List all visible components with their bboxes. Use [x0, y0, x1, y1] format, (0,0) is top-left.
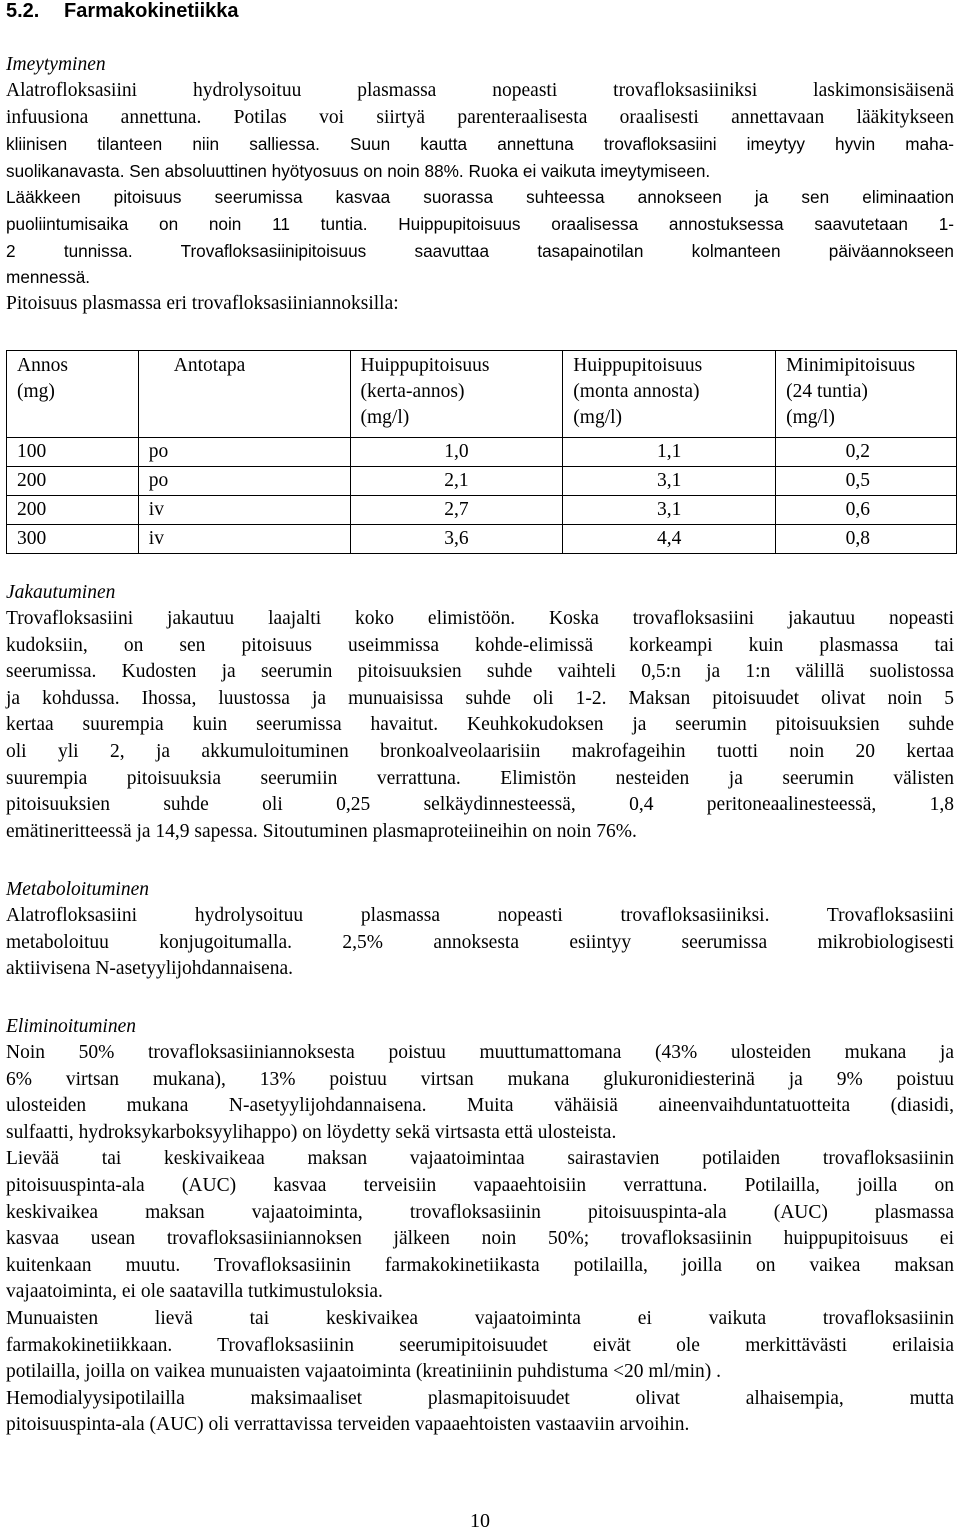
paragraph-line: oli yli 2, ja akkumuloituminen bronkoalveolaarisiin makrofageihin tuotti noin 20 kertaa: [6, 740, 954, 762]
jakautuminen-section: [6, 580, 954, 845]
paragraph-line: potilailla, joilla on vaikea munuaisten vajaatoiminta (kreatiniinin puhdistuma <20 ml/min) .: [6, 1361, 722, 1383]
subheading-imeytyminen: Imeytyminen: [6, 54, 106, 75]
paragraph-line: Alatrofloksasiini hydrolysoituu plasmassa nopeasti trovafloksasiiniksi. Trovafloksasiini: [6, 905, 954, 926]
table-row: [7, 467, 957, 496]
paragraph-line: Noin 50% trovafloksasiiniannoksesta poistuu muuttumattomana (43% ulosteiden mukana ja: [6, 1042, 954, 1063]
paragraph-line: Hemodialyysipotilailla maksimaaliset plasmapitoisuudet olivat alhaisempia, mutta: [6, 1387, 954, 1409]
paragraph-line: aktiivisena N-asetyylijohdannaisena.: [6, 958, 293, 980]
paragraph-line: infuusiona annettuna. Potilas voi siirtyä parenteraalisesta oraalisesti annettavaan lääkitykseen: [6, 106, 954, 128]
paragraph-line: emätineritteessä ja 14,9 sapessa. Sitoutuminen plasmaproteiineihin on noin 76%.: [6, 820, 637, 842]
cell-antotapa: po: [138, 438, 350, 467]
cell-annos: 300: [7, 525, 139, 554]
paragraph-line: suolikanavasta. Sen absoluuttinen hyötyosuus on noin 88%. Ruoka ei vaikuta imeytymiseen.: [6, 160, 711, 181]
cell-annos: 100: [7, 438, 139, 467]
paragraph-line: kudoksiin, on sen pitoisuus useimmissa kohde-elimissä korkeampi kuin plasmassa tai: [6, 634, 954, 656]
table-row: [7, 438, 957, 467]
column-header-minimi: Minimipitoisuus (24 tuntia) (mg/l): [776, 351, 957, 438]
imeytyminen-section: [6, 52, 954, 317]
cell-huippu-kerta: 1,0: [350, 438, 563, 467]
paragraph-line: vajaatoiminta, ei ole saatavilla tutkimustuloksia.: [6, 1281, 383, 1303]
paragraph-line: 6% virtsan mukana), 13% poistuu virtsan mukana glukuronidiesterinä ja 9% poistuu: [6, 1068, 954, 1090]
table-row: [7, 496, 957, 525]
metaboloituminen-section: [6, 877, 954, 983]
paragraph-line: Alatrofloksasiini hydrolysoituu plasmassa nopeasti trovafloksasiiniksi laskimonsisäisenä: [6, 80, 954, 101]
subheading-eliminoituminen: Eliminoituminen: [6, 1016, 136, 1037]
cell-minimi: 0,6: [776, 496, 957, 525]
cell-antotapa: iv: [138, 496, 350, 525]
paragraph-line: ulosteiden mukana N-asetyylijohdannaisena. Muita vähäisiä aineenvaihduntatuotteita (diasidi,: [6, 1095, 954, 1117]
cell-minimi: 0,2: [776, 438, 957, 467]
table-intro: Pitoisuus plasmassa eri trovafloksasiiniannoksilla:: [6, 292, 399, 314]
paragraph-line: kuitenkaan muutu. Trovafloksasiinin farmakokinetiikasta potilailla, joilla on vaikea maksan: [6, 1254, 954, 1276]
table-header-row: [7, 351, 957, 438]
subheading-jakautuminen: Jakautuminen: [6, 582, 116, 603]
cell-annos: 200: [7, 467, 139, 496]
paragraph-line: suurempia pitoisuuksia seerumiin verrattuna. Elimistön nesteiden ja seerumin välisten: [6, 767, 954, 789]
subheading-metaboloituminen: Metaboloituminen: [6, 879, 149, 900]
cell-minimi: 0,8: [776, 525, 957, 554]
paragraph-line: sulfaatti, hydroksykarboksyylihappo) on löydetty sekä virtsasta että ulosteista.: [6, 1121, 617, 1143]
paragraph-line: kliinisen tilanteen niin salliessa. Suun kautta annettuna trovafloksasiini imeytyy hyvin maha-: [6, 134, 954, 155]
cell-huippu-kerta: 2,1: [350, 467, 563, 496]
paragraph-line: 2 tunnissa. Trovafloksasiinipitoisuus saavuttaa tasapainotilan kolmanteen päiväannokseen: [6, 240, 954, 261]
paragraph-line: kasvaa usean trovafloksasiiniannoksen jälkeen noin 50%; trovafloksasiinin huippupitoisuus ei: [6, 1228, 954, 1250]
paragraph-line: seerumissa. Kudosten ja seerumin pitoisuuksien suhde vaihteli 0,5:n ja 1:n välillä suolistossa: [6, 661, 954, 683]
paragraph-line: farmakokinetiikkaan. Trovafloksasiinin seerumipitoisuudet eivät ole merkittävästi erilaisia: [6, 1334, 954, 1356]
cell-minimi: 0,5: [776, 467, 957, 496]
cell-antotapa: iv: [138, 525, 350, 554]
cell-huippu-monta: 3,1: [563, 496, 776, 525]
paragraph-line: ja kohdussa. Ihossa, luustossa ja munuaisissa suhde oli 1-2. Maksan pitoisuudet olivat noin 5: [6, 687, 954, 709]
section-title: Farmakokinetiikka: [64, 0, 239, 22]
paragraph-line: puoliintumisaika on noin 11 tuntia. Huippupitoisuus oraalisessa annostuksessa saavutetaan 1-: [6, 213, 954, 234]
column-header-huippu-kerta: Huippupitoisuus (kerta-annos) (mg/l): [350, 351, 563, 438]
column-header-annos: Annos (mg): [7, 351, 139, 438]
paragraph-line: kertaa suurempia kuin seerumissa havaitut. Keuhkokudoksen ja seerumin pitoisuuksien suhde: [6, 714, 954, 736]
plasma-concentration-table: [6, 350, 957, 554]
paragraph-line: mennessä.: [6, 267, 91, 288]
paragraph-line: Trovafloksasiini jakautuu laajalti koko elimistöön. Koska trovafloksasiini jakautuu nopeasti: [6, 608, 954, 629]
cell-huippu-monta: 4,4: [563, 525, 776, 554]
paragraph-line: Lääkkeen pitoisuus seerumissa kasvaa suorassa suhteessa annokseen ja sen eliminaation: [6, 187, 954, 208]
eliminoituminen-section: [6, 1014, 954, 1439]
column-header-antotapa: Antotapa: [138, 351, 350, 438]
paragraph-line: Munuaisten lievä tai keskivaikea vajaatoiminta ei vaikuta trovafloksasiinin: [6, 1307, 954, 1329]
section-number: 5.2.: [6, 0, 40, 22]
paragraph-line: pitoisuuspinta-ala (AUC) kasvaa terveisiin vapaaehtoisiin verrattuna. Potilailla, joilla on: [6, 1174, 954, 1196]
cell-antotapa: po: [138, 467, 350, 496]
cell-huippu-kerta: 3,6: [350, 525, 563, 554]
paragraph-line: pitoisuuksien suhde oli 0,25 selkäydinnesteessä, 0,4 peritoneaalinesteessä, 1,8: [6, 794, 954, 816]
column-header-huippu-monta: Huippupitoisuus (monta annosta) (mg/l): [563, 351, 776, 438]
section-heading: [6, 0, 239, 23]
cell-huippu-monta: 3,1: [563, 467, 776, 496]
paragraph-line: keskivaikea maksan vajaatoiminta, trovafloksasiinin pitoisuuspinta-ala (AUC) plasmassa: [6, 1201, 954, 1223]
cell-huippu-kerta: 2,7: [350, 496, 563, 525]
cell-annos: 200: [7, 496, 139, 525]
cell-huippu-monta: 1,1: [563, 438, 776, 467]
table-row: [7, 525, 957, 554]
paragraph-line: Lievää tai keskivaikeaa maksan vajaatoimintaa sairastavien potilaiden trovafloksasiinin: [6, 1148, 954, 1170]
paragraph-line: metaboloituu konjugoitumalla. 2,5% annoksesta esiintyy seerumissa mikrobiologisesti: [6, 931, 954, 953]
paragraph-line: pitoisuuspinta-ala (AUC) oli verrattavissa terveiden vapaaehtoisten vastaaviin arvoihin.: [6, 1414, 690, 1436]
page-number: 10: [470, 1510, 490, 1532]
